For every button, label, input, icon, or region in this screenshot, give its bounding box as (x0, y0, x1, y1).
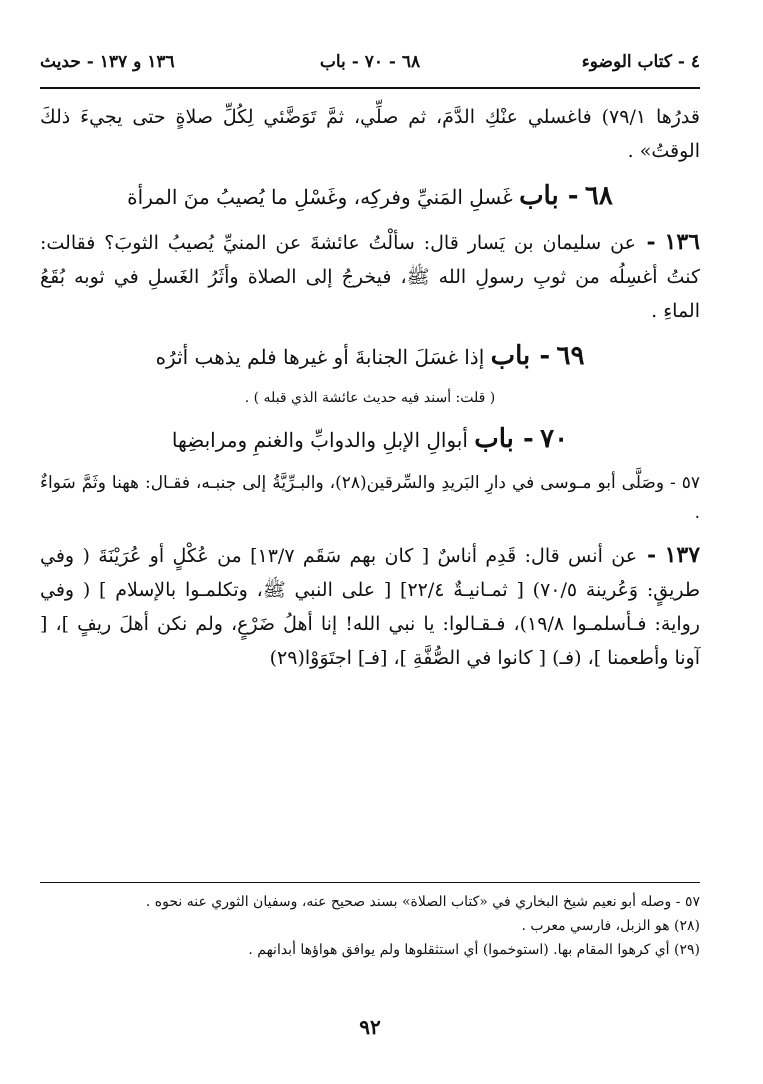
header-chapter: ٤ - كتاب الوضوء (581, 52, 700, 72)
bab-word: باب (490, 341, 531, 371)
footnote-rule (40, 882, 700, 883)
hadith-136: ١٣٦ - عن سليمان بن يَسار قال: سألْتُ عائشةَ عن المنيِّ يُصيبُ الثوبَ؟ فقالت: كنتُ أغسِلُه من ثوبِ رسولِ الله ﷺ، فيخرجُ إلى الصلاة وأثَرُ الغَسلِ في ثوبه بُقَعُ الماءِ . (40, 229, 700, 322)
main-text (40, 100, 700, 675)
bab-70-heading: ٧٠ - باب أبوالِ الإبلِ والدوابِّ والغنمِ ومرابضِها (171, 424, 569, 454)
page-number: ٩٢ (359, 1015, 381, 1039)
footnote-29: (٢٩) أي كرهوا المقام بها. (استوخموا) أي استثقلوها ولم يوافق هواؤها أبدانهم . (248, 942, 700, 958)
bab-title: غَسلِ المَنيِّ وفركِه، وغَسْلِ ما يُصيبُ منَ المرأة (127, 185, 513, 209)
header-hadiths: ١٣٦ و ١٣٧ - حديث (40, 52, 175, 72)
athar-57: ٥٧ - وصَلَّى أبو مـوسى في دارِ البَريدِ والسِّرقين(٢٨)، والبـرِّيَّةُ إلى جنبـه، فقـال: ههنا وثَمَّ سَواءٌ . (40, 473, 701, 523)
hadith-137: ١٣٧ - عن أنس قال: قَدِم أناسٌ [ كان بهم سَقَم ١٣/٧] من عُكْلٍ أو عُرَيْنَةَ ( وفي طريقٍ: وَعُرينة ٧٠/٥) [ ثمـانيـةٌ ٢٢/٤] [ على النبي ﷺ، وتكلمـوا بالإسلام ] ( وفي رواية: فـأسلمـوا ١٩/٨)، فـقـالوا: يا نبي الله! إنا أهلُ ضَرْعٍ، ولم نكن أهلَ ريفٍ ]، [ آونا وأطعمنا ]، (فـ) [ كانوا في الصُّفَّةِ ]، [فـ] اجتَوَوْا(٢٩) (40, 542, 701, 669)
bab-69-heading: ٦٩ - باب إذا غسَلَ الجنابةَ أو غيرها فلم يذهب أثرُه (155, 341, 585, 371)
hadith-text: عن أنس قال: قَدِم أناسٌ [ كان بهم سَقَم ١٣/٧] من عُكْلٍ أو عُرَيْنَةَ ( وفي طريقٍ: وَعُرينة ٧٠/٥) [ ثمـانيـةٌ ٢٢/٤] [ على النبي ﷺ، وتكلمـوا بالإسلام ] ( وفي رواية: فـأسلمـوا ١٩/٨)، فـقـالوا: يا نبي الله! إنا أهلُ ضَرْعٍ، ولم نكن أهلَ ريفٍ ]، [ آونا وأطعمنا ]، (فـ) [ كانوا في الصُّفَّةِ ]، [فـ] اجتَوَوْا(٢٩) (40, 545, 700, 669)
footnotes (40, 890, 700, 962)
hadith-number: ١٣٧ (664, 542, 701, 568)
bab-title: أبوالِ الإبلِ والدوابِّ والغنمِ ومرابضِها (171, 428, 468, 452)
header-rule (40, 87, 700, 89)
footnote-57: ٥٧ - وصله أبو نعيم شيخ البخاري في «كتاب الصلاة» بسند صحيح عنه، وسفيان الثوري عنه نحوه . (145, 894, 700, 910)
footnote-28: (٢٨) هو الزبل، فارسي معرب . (521, 918, 700, 934)
bab-68-heading: ٦٨ - باب غَسلِ المَنيِّ وفركِه، وغَسْلِ ما يُصيبُ منَ المرأة (127, 181, 613, 211)
editor-note: ( قلت: أسند فيه حديث عائشة الذي قبله ) . (244, 390, 496, 406)
bab-number: ٧٠ (540, 424, 569, 454)
hadith-text: عن سليمان بن يَسار قال: سألْتُ عائشةَ عن المنيِّ يُصيبُ الثوبَ؟ فقالت: كنتُ أغسِلُه من ثوبِ رسولِ الله ﷺ، فيخرجُ إلى الصلاة وأثَرُ الغَسلِ في ثوبه بُقَعُ الماءِ . (40, 232, 700, 322)
bab-title: إذا غسَلَ الجنابةَ أو غيرها فلم يذهب أثرُه (155, 345, 485, 369)
paragraph-continuation: قدرُها ٧٩/١) فاغسلي عنْكِ الدَّمَ، ثم صلِّي، ثمَّ تَوَضَّئي لِكُلِّ صلاةٍ حتى يجيءَ ذلكَ الوقتُ» . (40, 106, 700, 162)
hadith-number: ١٣٦ (664, 229, 700, 255)
header-babs: ٦٨ - ٧٠ - باب (319, 52, 421, 72)
bab-number: ٦٩ (556, 341, 585, 371)
bab-word: باب (474, 424, 514, 454)
bab-number: ٦٨ (584, 181, 613, 211)
bab-word: باب (519, 181, 559, 211)
book-page (40, 40, 724, 1050)
running-header (40, 52, 700, 82)
